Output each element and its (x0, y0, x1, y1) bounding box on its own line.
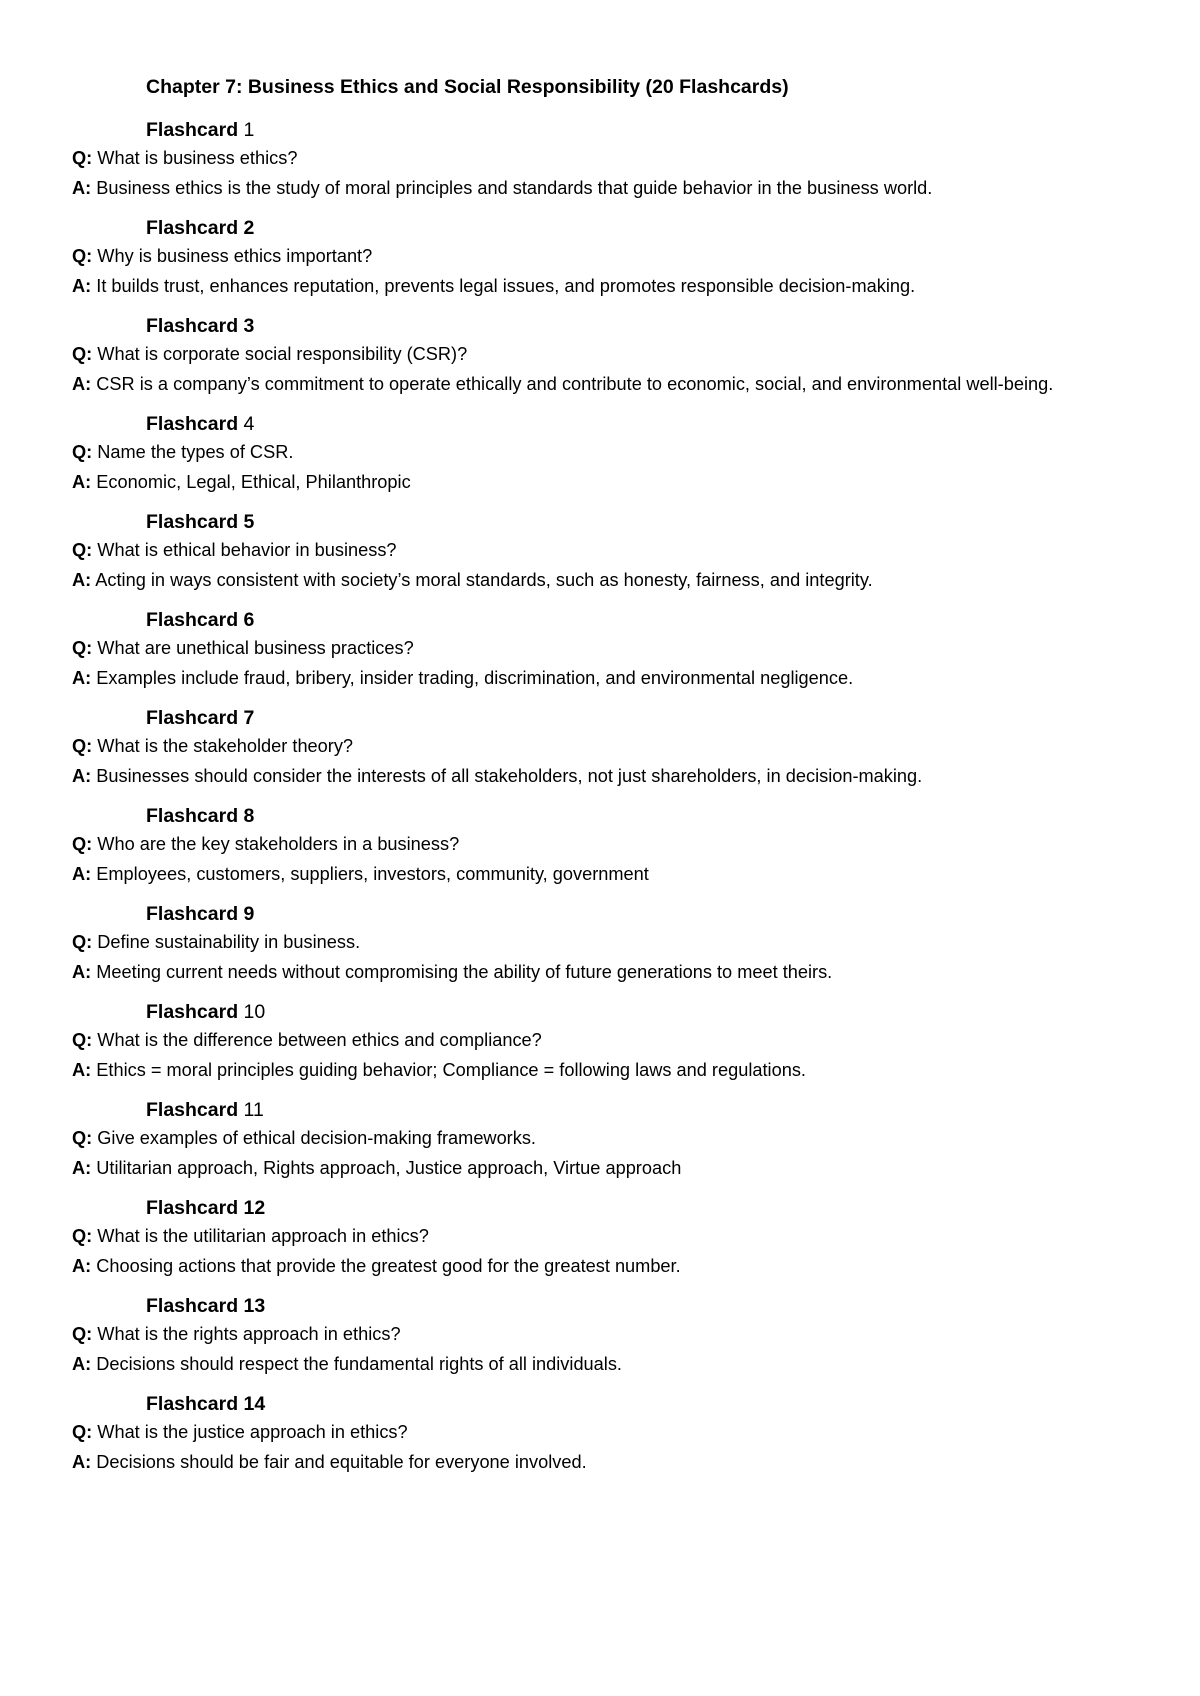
flashcard-heading-label: Flashcard (146, 413, 239, 435)
flashcard-number: 12 (243, 1197, 266, 1219)
flashcard-heading-label: Flashcard (146, 1197, 239, 1219)
question-label: Q: (72, 932, 93, 952)
flashcard-heading (72, 410, 1132, 438)
flashcard-heading-label: Flashcard (146, 1099, 239, 1121)
flashcard-number: 1 (243, 119, 255, 141)
answer-text: Businesses should consider the interests of all stakeholders, not just shareholders, in decision-making. (96, 765, 923, 786)
flashcard (72, 410, 1132, 497)
flashcard-heading-label: Flashcard (146, 217, 239, 239)
question-text: Why is business ethics important? (97, 246, 373, 266)
flashcard (72, 312, 1132, 399)
question-text: What are unethical business practices? (97, 638, 414, 658)
flashcard (72, 802, 1132, 889)
flashcard-heading-label: Flashcard (146, 1001, 239, 1023)
answer-label: A: (72, 373, 92, 394)
answer-label: A: (72, 961, 92, 982)
flashcard (72, 1390, 1132, 1477)
answer-text: Employees, customers, suppliers, investors, community, government (96, 863, 649, 884)
flashcard-heading (72, 606, 1132, 634)
answer-text: CSR is a company’s commitment to operate ethically and contribute to economic, social, and environmental well-being. (96, 373, 1054, 394)
question-label: Q: (72, 1128, 93, 1148)
question-text: What is corporate social responsibility (CSR)? (97, 344, 468, 364)
flashcard-question (72, 438, 1132, 468)
answer-label: A: (72, 1353, 92, 1374)
flashcard-answer (72, 1448, 1132, 1478)
flashcard-heading (72, 802, 1132, 830)
answer-label: A: (72, 177, 92, 198)
flashcard-heading (72, 1096, 1132, 1124)
flashcard-question (72, 144, 1132, 174)
flashcard-answer (72, 174, 1132, 204)
flashcard-number: 13 (243, 1295, 266, 1317)
flashcard-heading-label: Flashcard (146, 707, 239, 729)
question-label: Q: (72, 834, 93, 854)
flashcard-answer (72, 1154, 1132, 1184)
flashcard-answer (72, 1056, 1132, 1086)
flashcard-answer (72, 370, 1132, 400)
flashcard-heading (72, 1194, 1132, 1222)
flashcard-heading (72, 1292, 1132, 1320)
flashcard-heading (72, 900, 1132, 928)
flashcard-answer (72, 1252, 1132, 1282)
answer-text: It builds trust, enhances reputation, prevents legal issues, and promotes responsible decision-making. (96, 275, 916, 296)
flashcard-question (72, 340, 1132, 370)
question-label: Q: (72, 344, 93, 364)
flashcard-answer (72, 272, 1132, 302)
answer-label: A: (72, 1059, 92, 1080)
question-text: What is ethical behavior in business? (97, 540, 397, 560)
question-label: Q: (72, 1422, 93, 1442)
flashcard-heading-label: Flashcard (146, 1295, 239, 1317)
question-text: What is business ethics? (97, 148, 298, 168)
flashcard-question (72, 928, 1132, 958)
flashcard (72, 214, 1132, 301)
flashcard-number: 4 (243, 413, 255, 435)
answer-label: A: (72, 471, 92, 492)
answer-label: A: (72, 1255, 92, 1276)
flashcard (72, 508, 1132, 595)
question-label: Q: (72, 540, 93, 560)
flashcard-answer (72, 762, 1132, 792)
flashcard-question (72, 1320, 1132, 1350)
flashcard (72, 1292, 1132, 1379)
answer-text: Choosing actions that provide the greatest good for the greatest number. (96, 1255, 681, 1276)
flashcard-number: 2 (243, 217, 255, 239)
flashcard-number: 6 (243, 609, 255, 631)
flashcard (72, 606, 1132, 693)
flashcard-question (72, 1026, 1132, 1056)
question-label: Q: (72, 736, 93, 756)
flashcard-answer (72, 664, 1132, 694)
flashcard-heading (72, 116, 1132, 144)
answer-label: A: (72, 569, 92, 590)
question-label: Q: (72, 1030, 93, 1050)
question-label: Q: (72, 638, 93, 658)
flashcard-number: 5 (243, 511, 255, 533)
question-text: What is the justice approach in ethics? (97, 1422, 408, 1442)
flashcard-heading (72, 508, 1132, 536)
flashcard-question (72, 242, 1132, 272)
flashcard-question (72, 830, 1132, 860)
flashcard-list (72, 116, 1132, 1488)
answer-text: Business ethics is the study of moral principles and standards that guide behavior in the business world. (96, 177, 933, 198)
flashcard-answer (72, 860, 1132, 890)
question-label: Q: (72, 246, 93, 266)
flashcard-question (72, 536, 1132, 566)
answer-label: A: (72, 667, 92, 688)
question-label: Q: (72, 1226, 93, 1246)
flashcard (72, 704, 1132, 791)
flashcard-heading-label: Flashcard (146, 511, 239, 533)
flashcard-number: 8 (243, 805, 255, 827)
answer-text: Meeting current needs without compromising the ability of future generations to meet theirs. (96, 961, 833, 982)
question-text: Define sustainability in business. (97, 932, 361, 952)
flashcard-number: 10 (243, 1001, 266, 1023)
answer-label: A: (72, 863, 92, 884)
flashcard-answer (72, 1350, 1132, 1380)
question-label: Q: (72, 442, 93, 462)
answer-text: Acting in ways consistent with society’s moral standards, such as honesty, fairness, and integrity. (95, 569, 873, 590)
question-text: What is the stakeholder theory? (97, 736, 354, 756)
flashcard-answer (72, 958, 1132, 988)
answer-text: Examples include fraud, bribery, insider trading, discrimination, and environmental negligence. (96, 667, 854, 688)
question-label: Q: (72, 1324, 93, 1344)
answer-text: Ethics = moral principles guiding behavior; Compliance = following laws and regulations. (96, 1059, 806, 1080)
flashcard-number: 3 (243, 315, 255, 337)
question-text: What is the difference between ethics and compliance? (97, 1030, 542, 1050)
question-label: Q: (72, 148, 93, 168)
flashcard-question (72, 1222, 1132, 1252)
question-text: Who are the key stakeholders in a business? (97, 834, 460, 854)
flashcard-number: 11 (243, 1099, 264, 1121)
flashcard-question (72, 634, 1132, 664)
flashcard-heading-label: Flashcard (146, 609, 239, 631)
flashcard-heading-label: Flashcard (146, 315, 239, 337)
flashcard-number: 7 (243, 707, 255, 729)
flashcard-heading (72, 1390, 1132, 1418)
answer-label: A: (72, 1451, 92, 1472)
answer-label: A: (72, 765, 92, 786)
flashcard-question (72, 732, 1132, 762)
flashcard-heading-label: Flashcard (146, 119, 239, 141)
flashcard-heading-label: Flashcard (146, 805, 239, 827)
flashcard-heading (72, 214, 1132, 242)
flashcard-heading (72, 704, 1132, 732)
flashcard-heading (72, 998, 1132, 1026)
flashcard-answer (72, 468, 1132, 498)
flashcard-answer (72, 566, 1132, 596)
question-text: Give examples of ethical decision-making frameworks. (97, 1128, 536, 1148)
answer-label: A: (72, 1157, 92, 1178)
flashcard (72, 1194, 1132, 1281)
question-text: Name the types of CSR. (97, 442, 294, 462)
flashcard (72, 1096, 1132, 1183)
flashcard-number: 9 (243, 903, 255, 925)
flashcard-heading-label: Flashcard (146, 1393, 239, 1415)
question-text: What is the rights approach in ethics? (97, 1324, 401, 1344)
question-text: What is the utilitarian approach in ethics? (97, 1226, 429, 1246)
flashcard-heading (72, 312, 1132, 340)
flashcard-question (72, 1124, 1132, 1154)
flashcard (72, 900, 1132, 987)
flashcard-question (72, 1418, 1132, 1448)
flashcard (72, 116, 1132, 203)
answer-text: Economic, Legal, Ethical, Philanthropic (96, 471, 411, 492)
answer-label: A: (72, 275, 92, 296)
answer-text: Utilitarian approach, Rights approach, Justice approach, Virtue approach (96, 1157, 682, 1178)
document-title: Chapter 7: Business Ethics and Social Responsibility (20 Flashcards) (146, 76, 789, 98)
answer-text: Decisions should respect the fundamental rights of all individuals. (96, 1353, 622, 1374)
flashcard-heading-label: Flashcard (146, 903, 239, 925)
flashcard (72, 998, 1132, 1085)
flashcard-number: 14 (243, 1393, 266, 1415)
answer-text: Decisions should be fair and equitable for everyone involved. (96, 1451, 587, 1472)
